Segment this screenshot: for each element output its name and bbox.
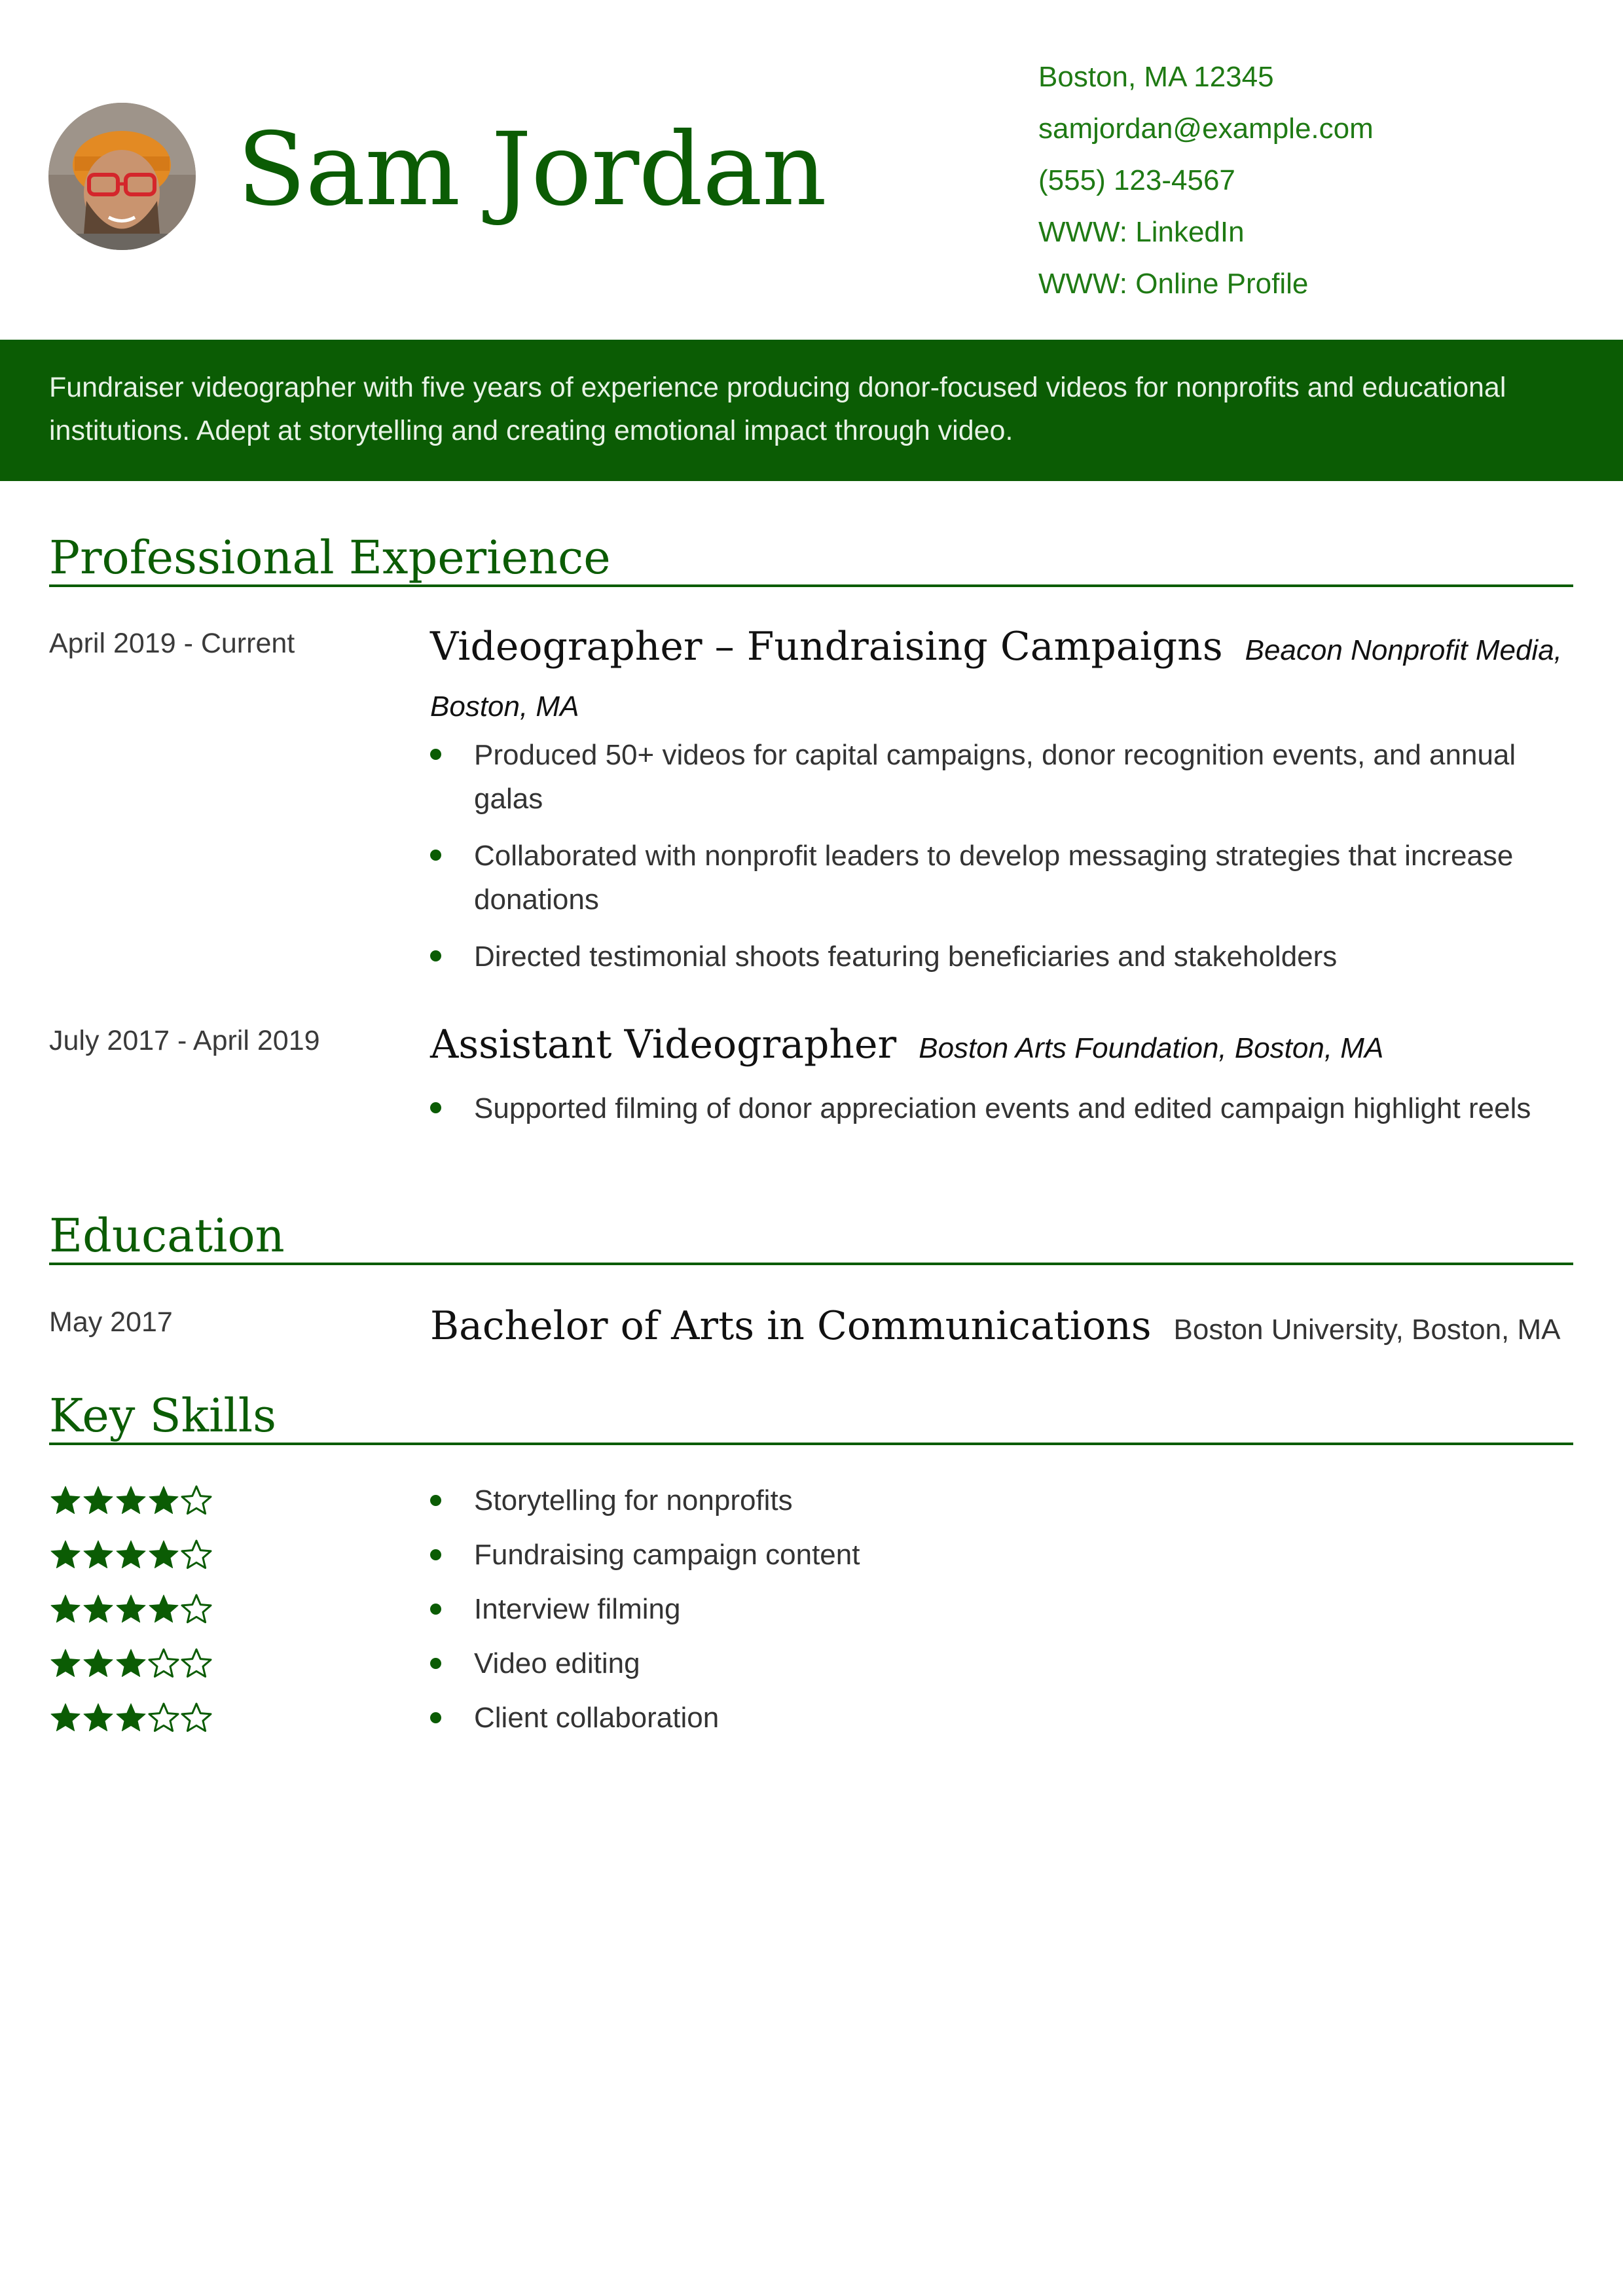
experience-heading: Professional Experience [49,531,611,584]
star-filled-icon [147,1539,180,1571]
bullet-dot-icon [430,1658,441,1669]
star-outline-icon [180,1484,213,1517]
contact-email[interactable]: samjordan@example.com [1038,113,1374,145]
star-filled-icon [115,1593,147,1626]
job-heading [430,1020,1573,1080]
education-heading: Education [49,1209,285,1263]
skill-ratings [49,1473,219,1745]
star-filled-icon [147,1484,180,1517]
star-outline-icon [147,1702,180,1734]
list-item [430,1528,1573,1582]
job-organization: Beacon Nonprofit Media, Boston, MA [430,634,1562,723]
star-outline-icon [180,1647,213,1680]
star-filled-icon [82,1647,115,1680]
job-organization: Boston Arts Foundation, Boston, MA [919,1032,1384,1064]
skill-rating [49,1528,219,1582]
linkedin-link[interactable]: WWW: LinkedIn [1038,216,1245,248]
bullet-text: Supported filming of donor appreciation events and edited campaign highlight reels [474,1092,1531,1124]
job-title: Assistant Videographer [430,1022,897,1067]
star-filled-icon [49,1484,82,1517]
bullet-dot-icon [430,850,441,861]
skills-heading: Key Skills [49,1389,277,1443]
profile-photo [48,103,196,250]
skills-divider [49,1443,1573,1445]
star-filled-icon [115,1484,147,1517]
list-item [430,733,1573,821]
experience-divider [49,584,1573,587]
star-filled-icon [49,1647,82,1680]
education-divider [49,1263,1573,1265]
skill-name: Storytelling for nonprofits [474,1484,793,1516]
skill-name: Client collaboration [474,1702,720,1734]
star-outline-icon [180,1539,213,1571]
list-item [430,1691,1573,1745]
skill-rating [49,1582,219,1636]
job-dates: April 2019 - Current [49,628,295,659]
star-filled-icon [115,1647,147,1680]
school: Boston University, Boston, MA [1173,1314,1561,1346]
skill-name: Video editing [474,1647,640,1679]
job-bullets [430,733,1573,992]
skill-rating [49,1691,219,1745]
online-profile-link[interactable]: WWW: Online Profile [1038,268,1309,300]
job-bullets [430,1086,1573,1143]
list-item [430,1582,1573,1636]
education-date: May 2017 [49,1306,173,1338]
star-filled-icon [115,1702,147,1734]
job-title: Videographer – Fundraising Campaigns [430,624,1223,670]
bullet-text: Produced 50+ videos for capital campaigns, donor recognition events, and annual galas [474,739,1516,815]
contact-info [1038,51,1601,310]
list-item [430,1086,1573,1130]
star-filled-icon [82,1484,115,1517]
job-dates: July 2017 - April 2019 [49,1025,320,1056]
star-outline-icon [180,1593,213,1626]
bullet-dot-icon [430,1712,441,1723]
list-item [430,1473,1573,1528]
star-filled-icon [147,1593,180,1626]
star-filled-icon [82,1539,115,1571]
skill-name: Interview filming [474,1593,681,1625]
star-filled-icon [49,1593,82,1626]
bullet-text: Collaborated with nonprofit leaders to develop messaging strategies that increase donations [474,840,1514,916]
list-item [430,1636,1573,1691]
bullet-dot-icon [430,1102,441,1113]
avatar [48,103,196,250]
skills-list [430,1473,1573,1745]
list-item [430,834,1573,922]
list-item [430,935,1573,978]
contact-address: Boston, MA 12345 [1038,61,1274,93]
bullet-dot-icon [430,1604,441,1615]
bullet-dot-icon [430,1549,441,1560]
skill-rating [49,1473,219,1528]
skill-name: Fundraising campaign content [474,1539,860,1571]
job-heading [430,622,1573,738]
bullet-text: Directed testimonial shoots featuring beneficiaries and stakeholders [474,941,1338,973]
bullet-dot-icon [430,749,441,760]
summary-band [0,340,1623,481]
education-entry [430,1301,1582,1361]
star-outline-icon [180,1702,213,1734]
star-filled-icon [49,1702,82,1734]
skill-rating [49,1636,219,1691]
contact-phone: (555) 123-4567 [1038,164,1235,196]
bullet-dot-icon [430,1495,441,1506]
star-filled-icon [82,1702,115,1734]
star-filled-icon [49,1539,82,1571]
bullet-dot-icon [430,950,441,961]
summary-text: Fundraiser videographer with five years of experience producing donor-focused videos for nonprofits and educational institutions. Adept at storytelling and creating emotional impact through video. [49,372,1506,446]
candidate-name: Sam Jordan [237,111,826,228]
star-filled-icon [82,1593,115,1626]
degree: Bachelor of Arts in Communications [430,1303,1152,1349]
star-outline-icon [147,1647,180,1680]
star-filled-icon [115,1539,147,1571]
